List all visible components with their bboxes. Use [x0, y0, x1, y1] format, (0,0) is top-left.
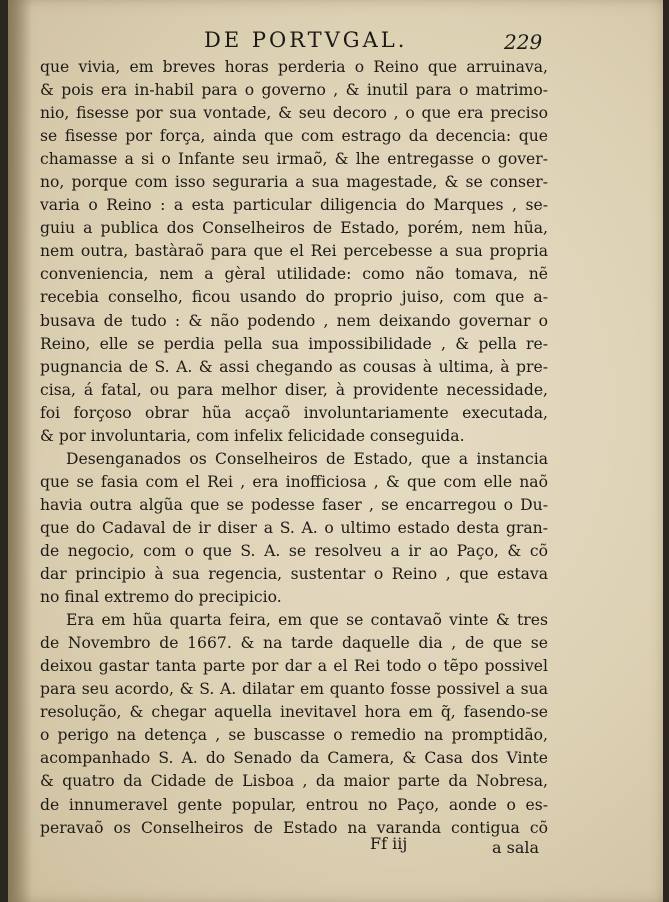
text-line: peravaõ os Conselheiros de Estado na varanda contigua cõ [40, 818, 548, 837]
book-page [8, 0, 663, 902]
text-line: resolução, & chegar aquella inevitavel hora em q̃, fasendo-se [40, 703, 548, 722]
text-line: pugnancia de S. A. & assi chegando as cousas à ultima, à pre- [40, 357, 548, 376]
text-line: & quatro da Cidade de Lisboa , da maior parte da Nobresa, [40, 772, 548, 791]
text-line: acompanhado S. A. do Senado da Camera, & Casa dos Vinte [40, 749, 548, 768]
text-line: o perigo na detença , se buscasse o remedio na promptidão, [40, 726, 548, 745]
text-line: Reino, elle se perdia pella sua impossibilidade , & pella re- [40, 334, 548, 353]
text-line: conveniencia, nem a gèral utilidade: como não tomava, nẽ [40, 265, 548, 284]
signature-mark: Ff iij [370, 834, 408, 853]
text-line: chamasse a si o Infante seu irmaõ, & lhe entregasse o gover- [40, 150, 548, 169]
paragraph-end-line: & por involuntaria, com infelix felicidade conseguida. [40, 426, 465, 445]
running-head-title: DE PORTVGAL. [204, 28, 408, 52]
text-line: se fisesse por força, ainda que com estrago da decencia: que [40, 127, 548, 146]
text-line: que do Cadaval de ir diser a S. A. o ultimo estado desta gran- [40, 518, 548, 537]
page-number: 229 [504, 30, 543, 54]
text-line: para seu acordo, & S. A. dilatar em quanto fosse possivel a sua [40, 680, 548, 699]
catchword: a sala [492, 838, 540, 857]
text-line: nem outra, bastàraõ para que el Rei percebesse a sua propria [40, 242, 548, 261]
text-line: recebia conselho, ficou usando do proprio juiso, com que a- [40, 288, 548, 307]
text-line: deixou gastar tanta parte por dar a el Rei todo o tẽpo possivel [40, 657, 548, 676]
text-line: que vivia, em breves horas perderia o Reino que arruinava, [40, 58, 548, 76]
text-line: varia o Reino : a esta particular diligencia do Marques , se- [40, 196, 548, 215]
text-line: de negocio, com o que S. A. se resolveu a ir ao Paço, & cõ [40, 541, 548, 560]
text-line: dar principio à sua regencia, sustentar o Reino , que estava [40, 565, 548, 584]
paragraph-end-line: no final extremo do precipicio. [40, 588, 282, 607]
body-text [40, 56, 548, 840]
text-line: cisa, á fatal, ou para melhor diser, à providente necessidade, [40, 380, 548, 399]
text-line: foi forçoso obrar hũa acçaõ involuntariamente executada, [40, 403, 548, 422]
text-line: busava de tudo : & não podendo , nem deixando governar o [40, 311, 548, 330]
paragraph-start-line: Desenganados os Conselheiros de Estado, que a instancia [66, 449, 548, 468]
text-line: havia outra algũa que se podesse faser , se encarregou o Du- [40, 495, 548, 514]
text-line: de Novembro de 1667. & na tarde daquelle dia , de que se [40, 634, 548, 653]
running-head [8, 28, 663, 54]
text-line: nio, fisesse por sua vontade, & seu decoro , o que era preciso [40, 104, 548, 123]
paragraph-start-line: Era em hũa quarta feira, em que se contavaõ vinte & tres [66, 611, 548, 630]
page-footer [8, 834, 663, 860]
text-line: de innumeravel gente popular, entrou no Paço, aonde o es- [40, 795, 548, 814]
text-line: guiu a publica dos Conselheiros de Estado, porém, nem hũa, [40, 219, 548, 238]
page-gutter [8, 0, 32, 902]
text-line: no, porque com isso seguraria a sua magestade, & se conser- [40, 173, 548, 192]
text-line: que se fasia com el Rei , era inofficiosa , & que com elle naõ [40, 472, 548, 491]
text-line: & pois era in-habil para o governo , & inutil para o matrimo- [40, 81, 548, 100]
